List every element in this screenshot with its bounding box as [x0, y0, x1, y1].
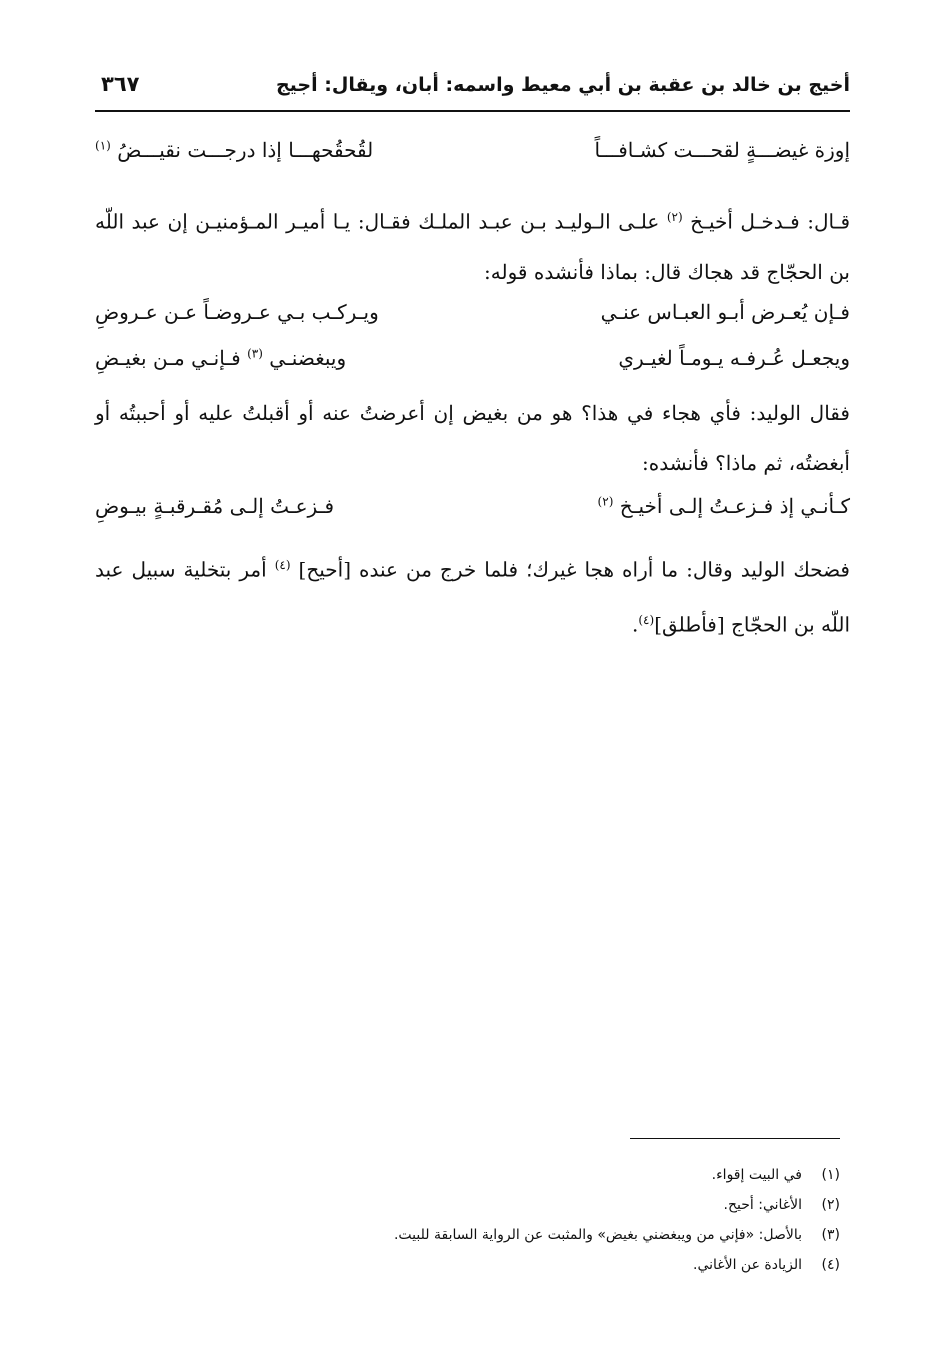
footnote-item	[95, 1160, 840, 1190]
footnote-number: (١)	[821, 1167, 840, 1183]
footnote-marker: (٤)	[638, 612, 655, 627]
footnote-marker: (٣)	[247, 346, 263, 361]
verse-line-3	[95, 346, 850, 392]
footnote-item	[95, 1190, 840, 1220]
page-number: ٣٦٧	[101, 72, 140, 96]
footnote-number: (٣)	[821, 1227, 840, 1243]
footnote-text: الزيادة عن الأغاني.	[693, 1257, 802, 1273]
verse-first-hemistich: ويجعـل عُـرفـه يـومـاً لغيـري	[618, 346, 850, 370]
paragraph-2	[95, 388, 850, 488]
verse-second-hemistich	[95, 138, 373, 162]
footnote-item	[95, 1220, 840, 1250]
footnote-number: (٤)	[821, 1257, 840, 1273]
running-head	[95, 70, 850, 112]
paragraph-text: فقال الوليد: فأي هجاء في هذا؟ هو من بغيض إن أعرضتُ عنه أو أقبلتُ عليه أو أحببتُه أو أبغضتُه، ثم ماذا؟ فأنشده:	[95, 401, 850, 475]
verse-second-hemistich: فـزعـتُ إلـى مُقـرقبـةٍ بيـوضِ	[95, 494, 335, 518]
footnote-text: في البيت إقواء.	[711, 1167, 802, 1183]
paragraph-text: فضحك الوليد وقال: ما أراه هجا غيرك؛ فلما خرج من عنده [أحيح]	[298, 557, 850, 582]
footnote-text: الأغاني: أحيح.	[723, 1197, 802, 1213]
verse-text: ويبغضنـي	[269, 346, 347, 370]
verse-second-hemistich	[95, 346, 346, 370]
paragraph-text: .	[632, 612, 639, 637]
footnote-number: (٢)	[821, 1197, 840, 1213]
footnote-item	[95, 1250, 840, 1280]
footnote-marker: (٢)	[597, 494, 614, 509]
verse-text: كـأنـي إذ فـزعـتُ إلـى أخيـخ	[619, 494, 850, 518]
paragraph-text: قـال: فـدخـل أخيـخ	[690, 209, 851, 234]
paragraph-1	[95, 192, 850, 297]
paragraph-text: أمر بتخلية سبيل عبد اللّه بن الحجّاج [فأطلق]	[95, 557, 850, 637]
verse-text: لقُحقُحهـــا إذا درجـــت نقيـــضُ	[117, 138, 374, 162]
verse-line-1	[95, 138, 850, 184]
running-head-title: أخيج بن خالد بن عقبة بن أبي معيط واسمه: أبان، ويقال: أجيج	[275, 74, 850, 96]
footnotes	[95, 1160, 840, 1280]
verse-line-2	[95, 300, 850, 346]
verse-first-hemistich: إوزة غيضـــةٍ لقحـــت كشـافـــاً	[594, 138, 850, 162]
paragraph-3	[95, 540, 850, 649]
footnote-marker: (١)	[95, 138, 111, 153]
verse-text: فـإنـي مـن بغيـضِ	[95, 346, 241, 370]
verse-first-hemistich	[598, 494, 850, 518]
footnote-text: بالأصل: «فإني من ويبغضني بغيض» والمثبت عن الرواية السابقة للبيت.	[393, 1227, 802, 1243]
footnote-separator	[630, 1138, 840, 1139]
verse-line-4	[95, 494, 850, 540]
verse-second-hemistich: ويـركـب بـي عـروضـاً عـن عـروضِ	[95, 300, 379, 324]
verse-first-hemistich: فـإن يُعـرض أبـو العبـاس عنـي	[600, 300, 850, 324]
footnote-marker: (٤)	[274, 558, 291, 572]
paragraph-text: علـى الـوليـد بـن عبـد الملـك فقـال: يـا أميـر المـؤمنيـن إن عبد اللّه بن الحجّاج قد هجاك قال: بماذا فأنشده قوله:	[95, 209, 850, 284]
footnote-marker: (٢)	[666, 210, 683, 224]
